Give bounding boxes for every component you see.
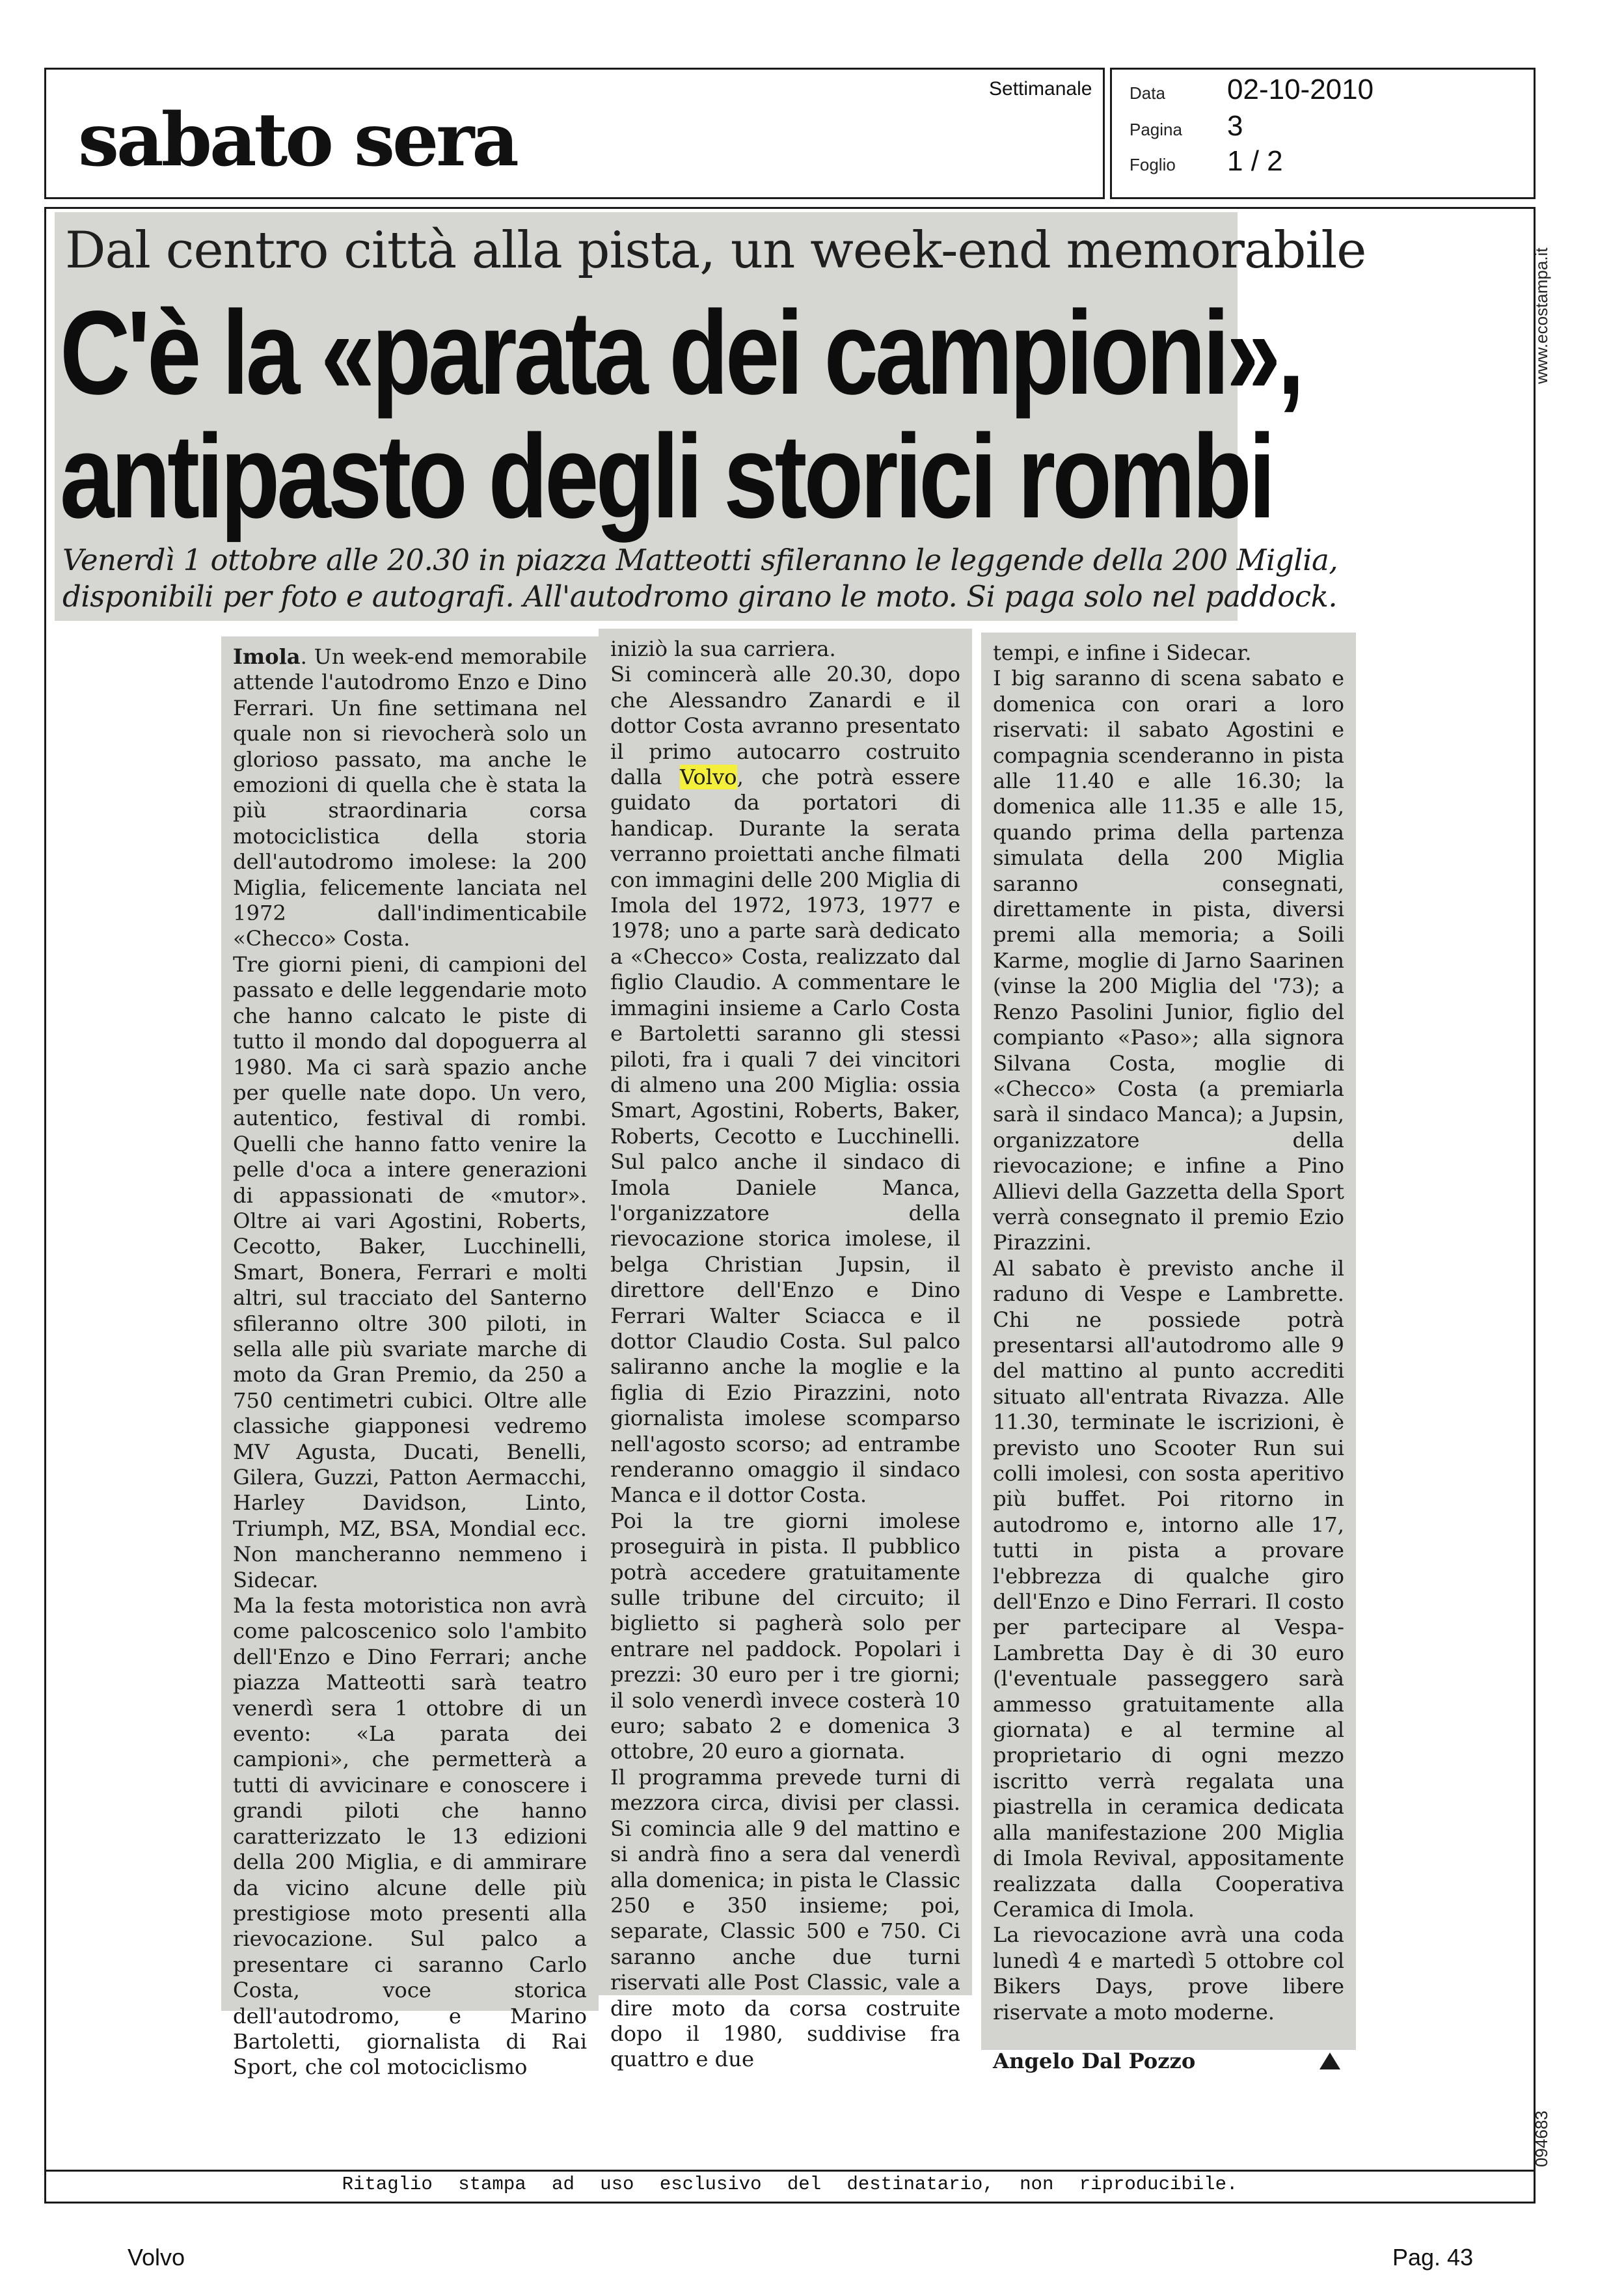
article-column-1: [221, 636, 599, 2080]
paragraph: Poi la tre giorni imolese proseguirà in pista. Il pubblico potrà accedere gratuitamente sulle tribune del circuito; il biglietto si pagherà solo per entrare nel paddock. Popolari i prezzi: 30 euro per i tre giorni; il solo venerdì invece costerà 10 euro; sabato 2 e domenica 3 ottobre, 20 euro a giornata.: [610, 1508, 960, 1764]
paragraph: La rievocazione avrà una coda lunedì 4 e martedì 5 ottobre col Bikers Days, prove libere riservate a moto moderne.: [993, 1922, 1344, 2025]
paragraph: I big saranno di scena sabato e domenica con orari a loro riservati: il sabato Agostini e compagnia scenderanno in pista alle 11.40 e alle 16.30; la domenica alle 11.35 e alle 15, quando prima della partenza simulata della 200 Miglia saranno consegnati, direttamente in pista, diversi premi alla memoria; a Soili Karme, moglie di Jarno Saarinen (vinse la 200 Miglia del '73); a Renzo Pasolini Junior, figlio del compianto «Paso»; alla signora Silvana Costa, moglie di «Checco» Costa (a premiarla sarà il sindaco Manca); a Jupsin, organizzatore della rievocazione; e infine a Pino Allievi della Gazzetta della Sport verrà consegnato il premio Ezio Pirazzini.: [993, 666, 1344, 1255]
paragraph: Imola. Un week-end memorabile attende l'autodromo Enzo e Dino Ferrari. Un fine settimana nel quale non si rievocherà solo un glorioso passato, ma anche le emozioni di quella che è stata la più straordinaria corsa motociclistica della storia dell'autodromo imolese: la 200 Miglia, felicemente lanciata nel 1972 dall'indimenticabile «Checco» Costa.: [233, 644, 587, 951]
paragraph: iniziò la sua carriera.: [610, 636, 836, 661]
highlighted-keyword: Volvo: [680, 765, 737, 790]
article-kicker: Dal centro città alla pista, un week-end memorabile: [65, 221, 1366, 280]
meta-label-pagina: Pagina: [1130, 120, 1182, 139]
byline-row: [993, 2049, 1344, 2074]
publication-frequency: Settimanale: [989, 78, 1092, 100]
paragraph: Si comincerà alle 20.30, dopo che Alessandro Zanardi e il dottor Costa avranno presentato il primo autocarro costruito dalla Volvo, che potrà essere guidato da portatori di handicap. Durante la serata verranno proiettati anche filmati con immagini delle 200 Miglia di Imola del 1972, 1973, 1977 e 1978; uno a parte sarà dedicato a «Checco» Costa, realizzato dal figlio Claudio. A commentare le immagini insieme a Carlo Costa e Bartoletti saranno gli stessi piloti, fra i quali 7 dei vincitori di almeno una 200 Miglia: ossia Smart, Agostini, Roberts, Baker, Roberts, Cecotto e Lucchinelli. Sul palco anche il sindaco di Imola Daniele Manca, l'organizzatore della rievocazione storica imolese, il belga Christian Jupsin, il direttore dell'Enzo e Dino Ferrari Walter Sciacca e il dottor Claudio Costa. Sul palco saliranno anche la moglie e la figlia di Ezio Pirazzini, noto giornalista imolese scomparso nell'agosto scorso; ad entrambe renderanno omaggio il sindaco Manca e il dottor Costa.: [610, 662, 961, 1508]
headline-line-2: antipasto degli storici rombi: [60, 409, 1273, 543]
website-vertical-text: www.ecostampa.it: [1532, 247, 1551, 384]
footer-page-number: Pag. 43: [1392, 2244, 1474, 2271]
article-column-3: [981, 633, 1356, 2073]
meta-value-date: 02-10-2010: [1227, 74, 1374, 105]
paragraph: tempi, e infine i Sidecar.: [993, 640, 1252, 665]
meta-label-foglio: Foglio: [1130, 155, 1176, 174]
meta-value-sheet: 1 / 2: [1227, 145, 1283, 177]
clipping-code: 094683: [1532, 2110, 1551, 2167]
meta-value-page: 3: [1227, 110, 1243, 142]
meta-label-data: Data: [1130, 83, 1165, 103]
paragraph: Ma la festa motoristica non avrà come palcoscenico solo l'ambito dell'Enzo e Dino Ferrari; anche piazza Matteotti sarà teatro venerdì sera 1 ottobre di un evento: «La parata dei campioni», che permetterà a tutti di avvicinare e conoscere i grandi piloti che hanno caratterizzato le 13 edizioni della 200 Miglia, e di ammirare da vicino alcune delle più prestigiose moto presenti alla rievocazione. Sul palco a presentare ci saranno Carlo Costa, voce storica dell'autodromo, e Marino Bartoletti, giornalista di Rai Sport, che col motociclismo: [233, 1593, 587, 2080]
article-column-2: [599, 629, 972, 2072]
end-triangle-icon: [1320, 2053, 1340, 2069]
clipping-note: Ritaglio stampa ad uso esclusivo del destinatario, non riproducibile.: [342, 2174, 1238, 2195]
paragraph: Al sabato è previsto anche il raduno di Vespe e Lambrette. Chi ne possiede potrà presentarsi all'autodromo alle 9 del mattino al punto accrediti situato all'entrata Rivazza. Alle 11.30, terminate le iscrizioni, è previsto uno Scooter Run sui colli imolesi, con sosta aperitivo più buffet. Poi ritorno in autodromo e, intorno alle 17, tutti in pista a provare l'ebbrezza di qualche giro dell'Enzo e Dino Ferrari. Il costo per partecipare al Vespa-Lambretta Day è di 30 euro (l'eventuale passeggero sarà ammesso gratuitamente alla giornata) e al termine al proprietario di ogni mezzo iscritto verrà regalata una piastrella in ceramica dedicata alla manifestazione 200 Miglia di Imola Revival, appositamente realizzata dalla Cooperativa Ceramica di Imola.: [993, 1255, 1344, 1922]
paragraph: Il programma prevede turni di mezzora circa, divisi per classi. Si comincia alle 9 del mattino e si andrà fino a sera dal venerdì alla domenica; in pista le Classic 250 e 350 insieme; poi, separate, Classic 500 e 750. Ci saranno anche due turni riservati alle Post Classic, vale a dire moto da corsa costruite dopo il 1980, suddivise fra quattro e due: [610, 1764, 960, 2072]
dateline: Imola: [233, 644, 301, 669]
paragraph: Tre giorni pieni, di campioni del passato e delle leggendarie moto che hanno calcato le piste di tutto il mondo dal dopoguerra al 1980. Ma ci sarà spazio anche per quelle nate dopo. Un vero, autentico, festival di rombi. Quelli che hanno fatto venire la pelle d'oca a intere generazioni di appassionati de «mutor». Oltre ai vari Agostini, Roberts, Cecotto, Baker, Lucchinelli, Smart, Bonera, Ferrari e molti altri, sul tracciato del Santerno sfileranno oltre 300 piloti, in sella alle più svariate marche di moto da Gran Premio, da 250 a 750 centimetri cubici. Oltre alle classiche giapponesi vedremo MV Agusta, Ducati, Benelli, Gilera, Guzzi, Patton Aermacchi, Harley Davidson, Linto, Triumph, MZ, BSA, Mondial ecc. Non mancheranno nemmeno i Sidecar.: [233, 951, 587, 1592]
headline-line-1: C'è la «parata dei campioni»,: [60, 286, 1302, 419]
subhead-line-2: disponibili per foto e autografi. All'autodromo girano le moto. Si paga solo nel paddock.: [62, 579, 1338, 614]
masthead-logo: sabato sera: [78, 98, 517, 183]
subhead-line-1: Venerdì 1 ottobre alle 20.30 in piazza Matteotti sfileranno le leggende della 200 Miglia,: [62, 543, 1338, 577]
footer-client: Volvo: [128, 2244, 185, 2271]
byline: Angelo Dal Pozzo: [993, 2048, 1196, 2073]
